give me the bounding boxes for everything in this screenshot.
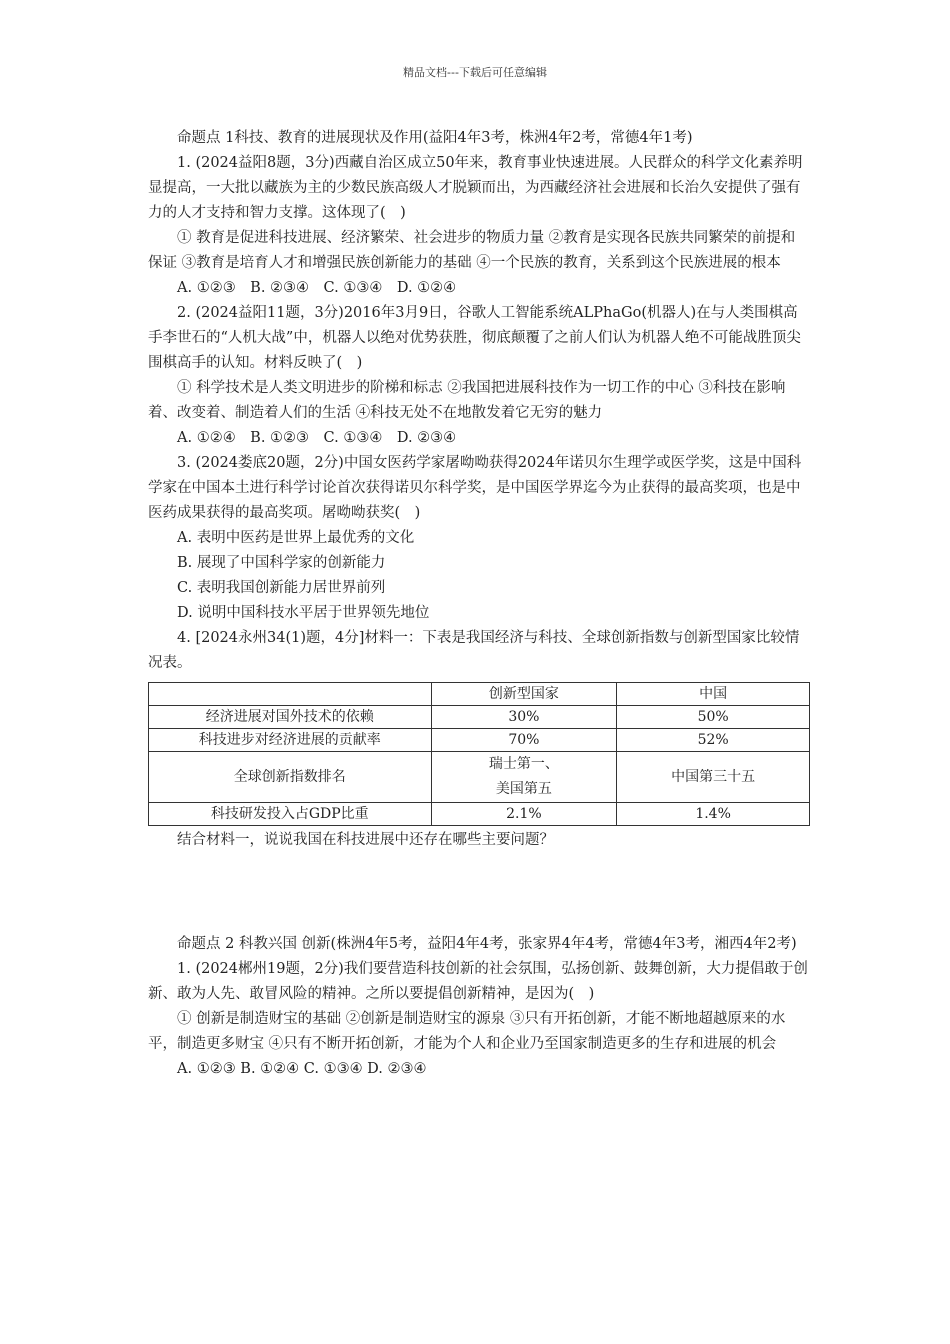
comparison-table: [148, 682, 810, 826]
s1-q2-options: A. ①②④ B. ①②③ C. ①③④ D. ②③④: [177, 430, 457, 446]
section2-title: 命题点 2 科教兴国 创新(株洲4年5考，益阳4年4考，张家界4年4考，常德4年3考，湘西4年2考): [177, 936, 797, 952]
answer-space: [148, 853, 808, 932]
table-header-cell: [149, 683, 432, 706]
s1-q1-options: A. ①②③ B. ②③④ C. ①③④ D. ①②④: [177, 280, 457, 296]
table-cell: 52%: [617, 729, 810, 752]
s1-q1-statements: ① 教育是促进科技进展、经济繁荣、社会进步的物质力量 ②教育是实现各民族共同繁荣的前提和保证 ③教育是培育人才和增强民族创新能力的基础 ④一个民族的教育，关系到这个民族进展的根本: [148, 230, 796, 271]
s1-q3-option-b: B. 展现了中国科学家的创新能力: [177, 555, 386, 571]
table-cell: 50%: [617, 706, 810, 729]
table-cell: 经济进展对国外技术的依赖: [149, 706, 432, 729]
s1-q3-option-a: A. 表明中医药是世界上最优秀的文化: [177, 530, 415, 546]
s1-q4-question: 结合材料一，说说我国在科技进展中还存在哪些主要问题？: [177, 832, 554, 848]
s1-q3-stem: 3. (2024娄底20题，2分)中国女医药学家屠呦呦获得2024年诺贝尔生理学或医学奖，这是中国科学家在中国本土进行科学讨论首次获得诺贝尔科学奖，是中国医学界迄今为止获得的最高奖项，也是中医药成果获得的最高奖项。屠呦呦获奖( ): [148, 455, 802, 521]
table-cell-two-line: [431, 752, 617, 803]
table-header-cell: 中国: [617, 683, 810, 706]
table-row: [149, 803, 810, 826]
section1-title: 命题点 1科技、教育的进展现状及作用(益阳4年3考，株洲4年2考，常德4年1考): [177, 130, 693, 146]
table-cell-line: 美国第五: [495, 781, 552, 797]
table-cell: 科技进步对经济进展的贡献率: [149, 729, 432, 752]
table-cell: 全球创新指数排名: [149, 752, 432, 803]
table-cell-line: 瑞士第一、: [488, 756, 559, 772]
page-header: 精品文档---下载后可任意编辑: [403, 66, 547, 79]
table-row: [149, 752, 810, 803]
table-row: [149, 706, 810, 729]
table-row: [149, 729, 810, 752]
table-cell: 70%: [431, 729, 617, 752]
table-cell: 30%: [431, 706, 617, 729]
s2-q1-options: A. ①②③ B. ①②④ C. ①③④ D. ②③④: [177, 1061, 427, 1077]
s1-q3-option-d: D. 说明中国科技水平居于世界领先地位: [177, 605, 430, 621]
table-cell: 1.4%: [617, 803, 810, 826]
s1-q2-stem: 2. (2024益阳11题，3分)2016年3月9日，谷歌人工智能系统ALPhaGo(机器人)在与人类围棋高手李世石的“人机大战”中，机器人以绝对优势获胜，彻底颠覆了之前人们认为机器人绝不可能战胜顶尖围棋高手的认知。材料反映了( ): [148, 305, 801, 371]
table-header-cell: 创新型国家: [431, 683, 617, 706]
s1-q1-stem: 1. (2024益阳8题，3分)西藏自治区成立50年来，教育事业快速进展。人民群众的科学文化素养明显提高，一大批以藏族为主的少数民族高级人才脱颖而出，为西藏经济社会进展和长治久安提供了强有力的人才支持和智力支撑。这体现了( ): [148, 155, 803, 221]
s2-q1-stem: 1. (2024郴州19题，2分)我们要营造科技创新的社会氛围，弘扬创新、鼓舞创新，大力提倡敢于创新、敢为人先、敢冒风险的精神。之所以要提倡创新精神，是因为( ): [148, 961, 808, 1002]
table-cell: 科技研发投入占GDP比重: [149, 803, 432, 826]
s1-q3-option-c: C. 表明我国创新能力居世界前列: [177, 580, 386, 596]
s1-q2-statements: ① 科学技术是人类文明进步的阶梯和标志 ②我国把进展科技作为一切工作的中心 ③科技在影响着、改变着、制造着人们的生活 ④科技无处不在地散发着它无穷的魅力: [148, 380, 786, 421]
table-header-row: [149, 683, 810, 706]
table-cell: 中国第三十五: [617, 752, 810, 803]
s1-q4-stem: 4. [2024永州34(1)题，4分]材料一：下表是我国经济与科技、全球创新指数与创新型国家比较情况表。: [148, 630, 800, 671]
s2-q1-statements: ① 创新是制造财宝的基础 ②创新是制造财宝的源泉 ③只有开拓创新，才能不断地超越原来的水平，制造更多财宝 ④只有不断开拓创新，才能为个人和企业乃至国家制造更多的生存和进展的机会: [148, 1011, 786, 1052]
table-cell: 2.1%: [431, 803, 617, 826]
document-body: [148, 126, 808, 1082]
